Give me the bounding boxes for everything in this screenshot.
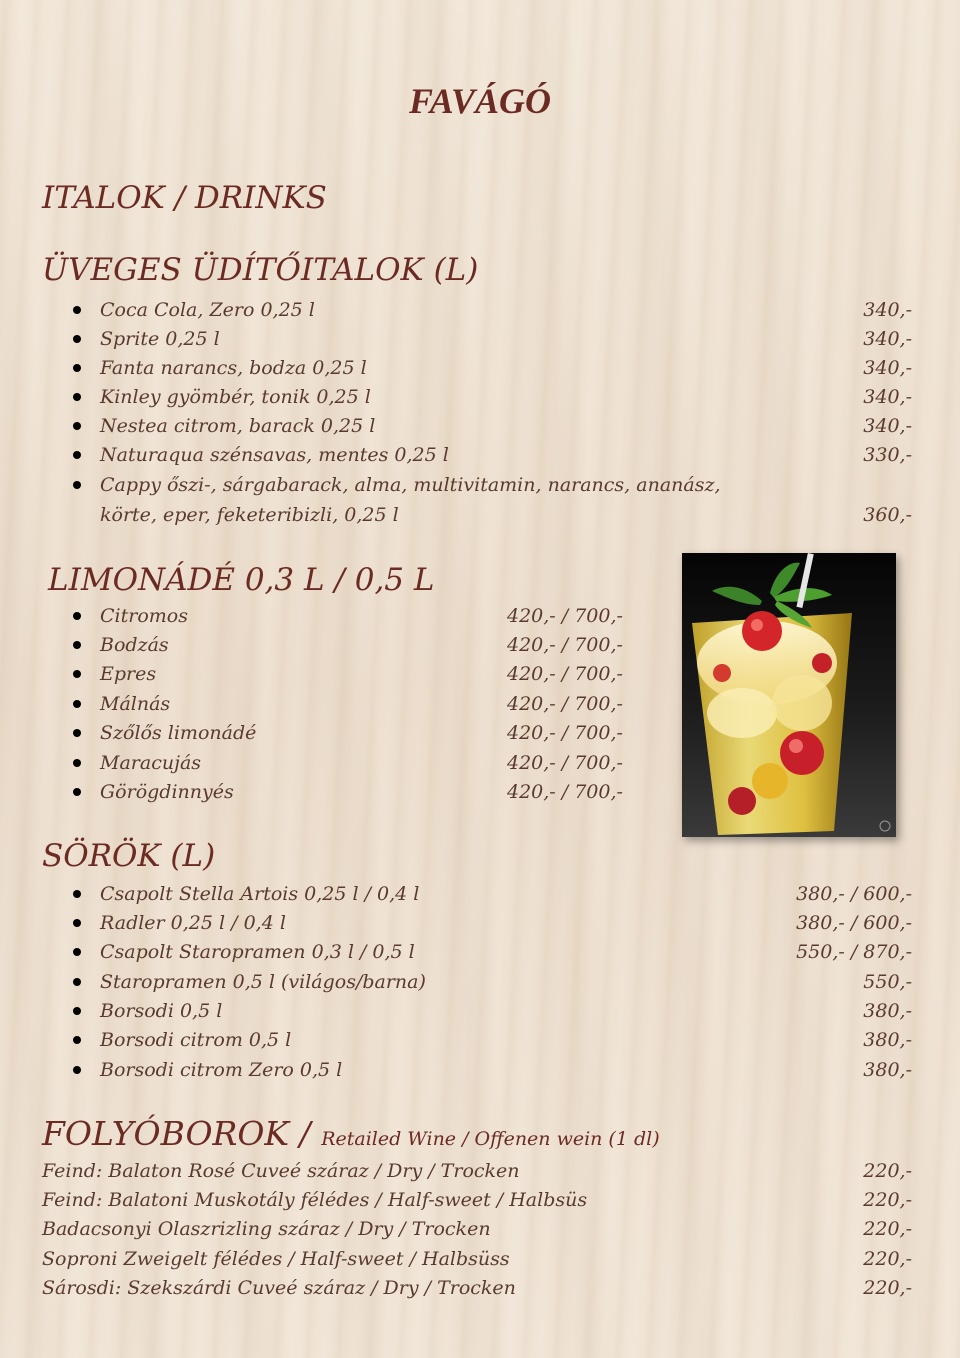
bullet-icon [73,306,81,314]
bullet-icon [73,919,81,927]
bullet-icon [73,759,81,767]
list-item [73,997,912,1025]
item-price: 420,- / 700,- [507,752,623,774]
item-price: 420,- / 700,- [507,781,623,803]
bullet-icon [73,729,81,737]
item-name: Staropramen 0,5 l (világos/barna) [100,971,426,993]
item-price: 340,- [863,299,912,321]
list-item [42,1186,912,1214]
list-item [42,1245,912,1273]
item-name: Coca Cola, Zero 0,25 l [100,299,315,321]
list-item [73,968,912,996]
list-item [73,412,912,440]
item-price: 340,- [863,386,912,408]
lemonade-list [73,602,621,808]
list-item [73,296,912,324]
item-price: 380,- / 600,- [796,912,912,934]
list-item-continuation [73,501,912,529]
list-item [73,749,621,777]
item-name: Fanta narancs, bodza 0,25 l [100,357,367,379]
bullet-icon [73,670,81,678]
item-price: 220,- [863,1218,912,1240]
item-price: 420,- / 700,- [507,722,623,744]
item-name: Naturaqua szénsavas, mentes 0,25 l [100,444,449,466]
item-name: Szőlős limonádé [100,722,257,744]
wines-list [42,1157,912,1307]
item-name: Borsodi citrom Zero 0,5 l [100,1059,343,1081]
drinks-heading: ITALOK / DRINKS [42,180,327,216]
beers-list [73,880,912,1086]
item-price: 380,- [863,1059,912,1081]
lemonade-heading: LIMONÁDÉ 0,3 L / 0,5 L [48,562,435,598]
list-item [73,909,912,937]
list-item [73,880,912,908]
item-name: Soproni Zweigelt félédes / Half-sweet / Halbsüss [42,1248,510,1270]
list-item [73,325,912,353]
item-name: Cappy őszi-, sárgabarack, alma, multivitamin, narancs, ananász, [100,474,721,496]
item-price: 220,- [863,1277,912,1299]
bullet-icon [73,1066,81,1074]
item-price: 220,- [863,1189,912,1211]
item-name: Badacsonyi Olaszrizling száraz / Dry / Trocken [42,1218,491,1240]
item-price: 380,- / 600,- [796,883,912,905]
item-name: Citromos [100,605,188,627]
bullet-icon [73,641,81,649]
list-item [73,471,912,499]
list-item [42,1215,912,1243]
lemonade-glass-photo [682,553,896,837]
list-item [73,354,912,382]
bullet-icon [73,481,81,489]
list-item [73,1056,912,1084]
list-item [42,1157,912,1185]
bullet-icon [73,700,81,708]
bullet-icon [73,978,81,986]
item-name: Radler 0,25 l / 0,4 l [100,912,286,934]
wines-subheading: Retailed Wine / Offenen wein (1 dl) [321,1128,660,1150]
item-name: Csapolt Stella Artois 0,25 l / 0,4 l [100,883,420,905]
wines-heading [42,1114,660,1153]
menu-title: FAVÁGÓ [408,81,552,121]
list-item [73,719,621,747]
item-price: 340,- [863,328,912,350]
item-price: 360,- [863,504,912,526]
item-name: Málnás [100,693,171,715]
bullet-icon [73,948,81,956]
item-name: Feind: Balaton Rosé Cuveé száraz / Dry / Trocken [42,1160,520,1182]
bullet-icon [73,422,81,430]
item-name: Bodzás [100,634,169,656]
bullet-icon [73,612,81,620]
list-item [73,938,912,966]
bullet-icon [73,335,81,343]
item-name: Görögdinnyés [100,781,234,803]
bullet-icon [73,364,81,372]
item-price: 340,- [863,415,912,437]
list-item [73,1026,912,1054]
item-price: 420,- / 700,- [507,634,623,656]
list-item [42,1274,912,1302]
item-name: Feind: Balatoni Muskotály félédes / Half-sweet / Halbsüs [42,1189,588,1211]
item-price: 550,- / 870,- [796,941,912,963]
item-price: 380,- [863,1000,912,1022]
wines-heading-main: FOLYÓBOROK / [42,1114,311,1153]
item-name: körte, eper, feketeribizli, 0,25 l [100,504,399,526]
bullet-icon [73,788,81,796]
item-name: Csapolt Staropramen 0,3 l / 0,5 l [100,941,415,963]
list-item [73,441,912,469]
item-price: 420,- / 700,- [507,605,623,627]
bullet-icon [73,393,81,401]
bullet-icon [73,890,81,898]
item-price: 220,- [863,1160,912,1182]
bullet-icon [73,1007,81,1015]
list-item [73,778,621,806]
item-name: Borsodi citrom 0,5 l [100,1029,292,1051]
item-name: Borsodi 0,5 l [100,1000,223,1022]
list-item [73,690,621,718]
beers-heading: SÖRÖK (L) [42,838,216,874]
item-price: 340,- [863,357,912,379]
item-name: Epres [100,663,157,685]
lemonade-glass-icon [682,553,896,837]
list-item [73,383,912,411]
item-price: 380,- [863,1029,912,1051]
item-price: 220,- [863,1248,912,1270]
item-name: Kinley gyömbér, tonik 0,25 l [100,386,371,408]
list-item [73,631,621,659]
list-item [73,660,621,688]
item-price: 420,- / 700,- [507,663,623,685]
bullet-icon [73,1036,81,1044]
item-price: 330,- [863,444,912,466]
softdrinks-list [73,296,912,536]
item-price: 420,- / 700,- [507,693,623,715]
item-name: Sprite 0,25 l [100,328,220,350]
item-name: Nestea citrom, barack 0,25 l [100,415,376,437]
bullet-icon [73,451,81,459]
item-price: 550,- [863,971,912,993]
list-item [73,602,621,630]
item-name: Maracujás [100,752,202,774]
item-name: Sárosdi: Szekszárdi Cuveé száraz / Dry / Trocken [42,1277,516,1299]
softdrinks-heading: ÜVEGES ÜDÍTŐITALOK (L) [42,252,479,288]
